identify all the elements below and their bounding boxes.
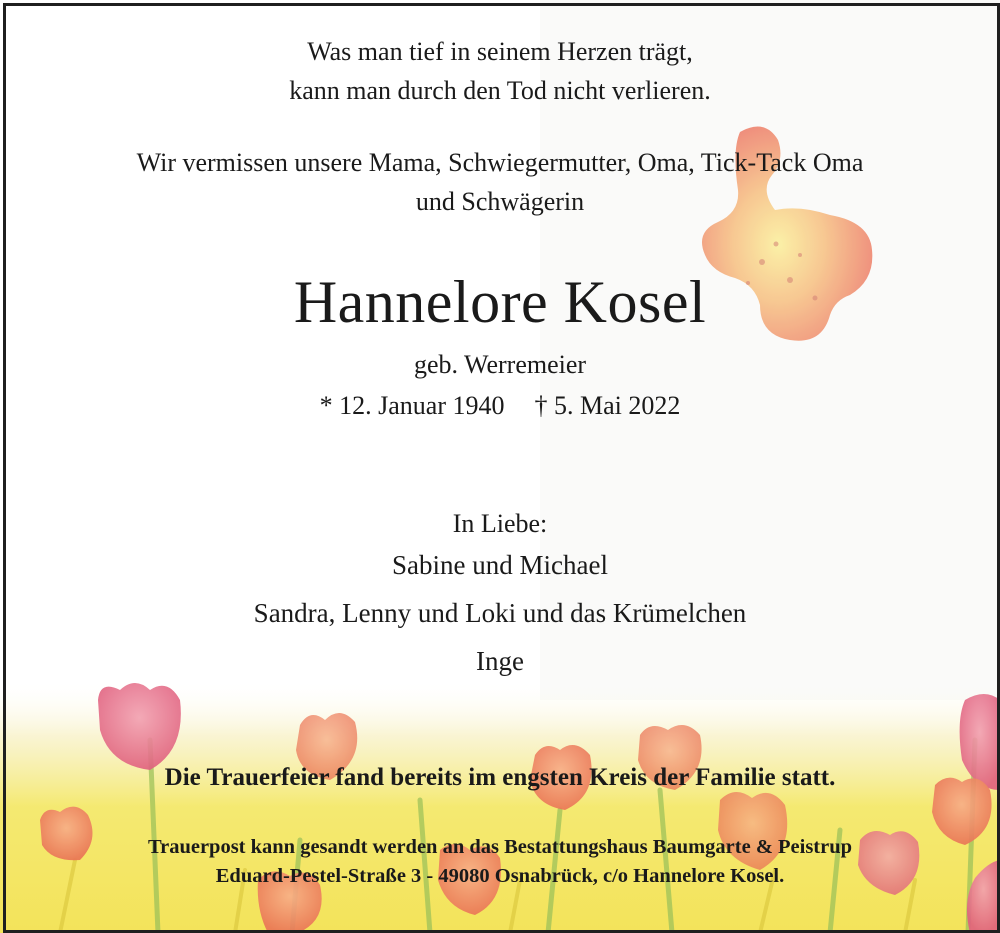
miss-line: und Schwägerin (415, 187, 585, 216)
mourners-list (0, 541, 1000, 685)
mail-line: Trauerpost kann gesandt werden an das Bestattungshaus Baumgarte & Peistrup (147, 836, 853, 858)
mourner-name: Inge (476, 646, 524, 676)
mourners-intro: In Liebe: (452, 509, 548, 538)
mail-line: Eduard-Pestel-Straße 3 - 49080 Osnabrück, c/o Hannelore Kosel. (215, 865, 785, 887)
verse-line: kann man durch den Tod nicht verlieren. (289, 76, 711, 105)
miss-text (0, 143, 1000, 221)
life-dates (0, 386, 1000, 425)
verse (0, 32, 1000, 110)
miss-line: Wir vermissen unsere Mama, Schwiegermutter, Oma, Tick-Tack Oma (136, 148, 864, 177)
death-date: † 5. Mai 2022 (534, 391, 681, 420)
mourner-name: Sandra, Lenny und Loki und das Krümelchen (253, 598, 747, 628)
mourner-name: Sabine und Michael (392, 550, 608, 580)
funeral-note: Die Trauerfeier fand bereits im engsten Kreis der Familie statt. (164, 764, 836, 791)
maiden-name: geb. Werremeier (413, 350, 587, 379)
birth-date: * 12. Januar 1940 (319, 391, 505, 420)
deceased-name: Hannelore Kosel (293, 269, 707, 335)
verse-line: Was man tief in seinem Herzen trägt, (307, 37, 693, 66)
mail-address (0, 833, 1000, 891)
